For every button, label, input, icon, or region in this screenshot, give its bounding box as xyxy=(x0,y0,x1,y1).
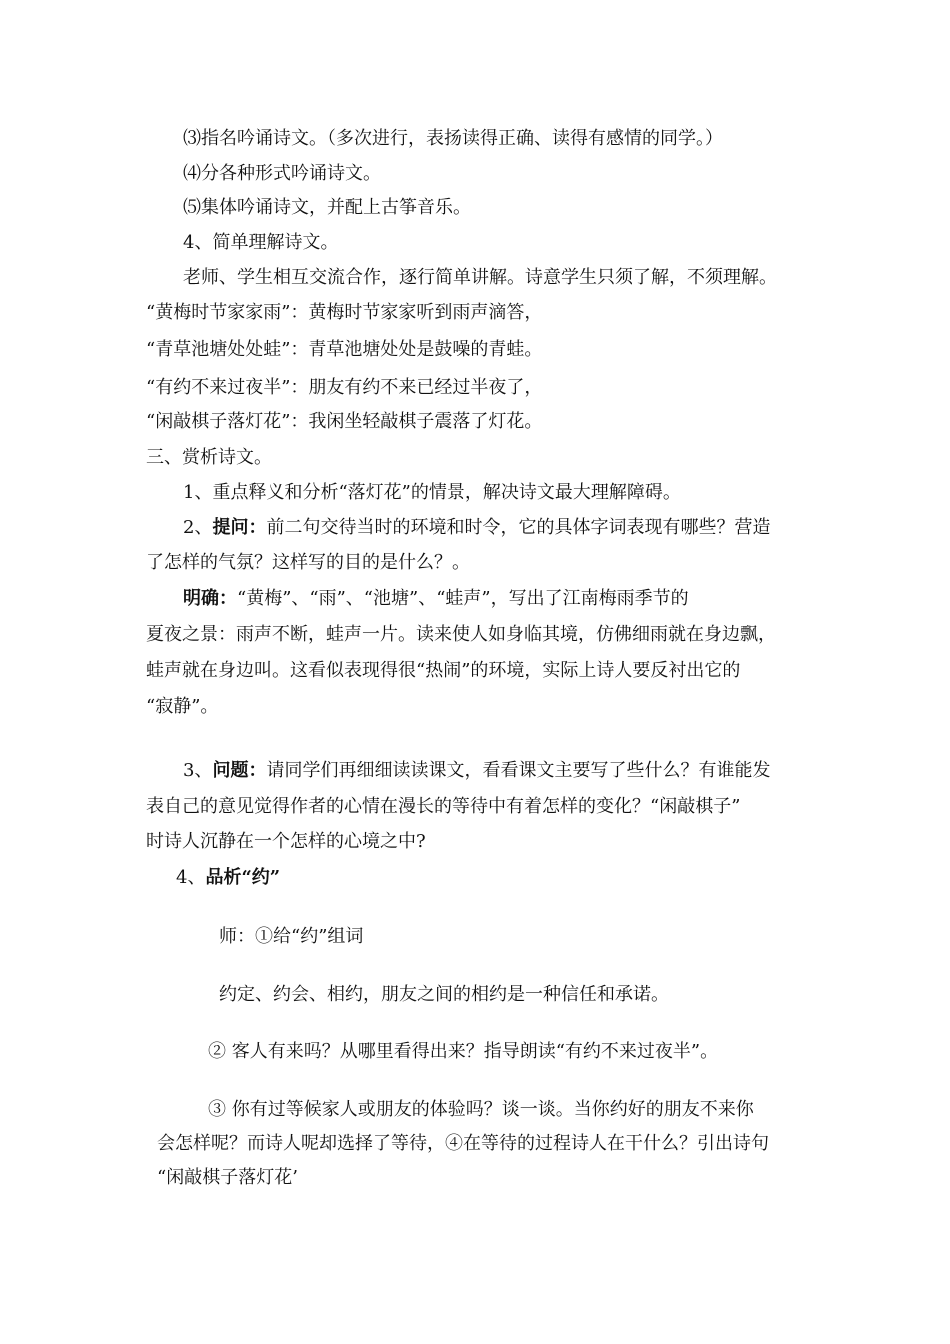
text-line: 2、提问：前二句交待当时的环境和时令，它的具体字词表现有哪些？营造 xyxy=(183,517,771,538)
text-line: ⑷分各种形式吟诵诗文。 xyxy=(183,163,381,184)
text-line: 4、简单理解诗文。 xyxy=(183,232,339,253)
text-line: ⑶指名吟诵诗文。（多次进行，表扬读得正确、读得有感情的同学。） xyxy=(183,128,723,149)
text-line: 师：①给“约”组词 xyxy=(219,926,364,947)
text-line: 会怎样呢？而诗人呢却选择了等待，④在等待的过程诗人在干什么？引出诗句 xyxy=(157,1133,769,1154)
bold-label: 品析“约” xyxy=(205,867,281,888)
text-line: 4、品析“约” xyxy=(176,867,281,888)
text-line: “寂静”。 xyxy=(146,696,219,717)
text-line: 3、问题：请同学们再细细读读课文，看看课文主要写了些什么？有谁能发 xyxy=(183,760,771,781)
bold-label: 明确： xyxy=(183,588,237,609)
text-line: ③ 你有过等候家人或朋友的体验吗？谈一谈。当你约好的朋友不来你 xyxy=(208,1099,754,1120)
text-line: “青草池塘处处蛙”：青草池塘处处是鼓噪的青蛙。 xyxy=(146,339,543,360)
text-line: 蛙声就在身边叫。这看似表现得很“热闹”的环境，实际上诗人要反衬出它的 xyxy=(146,660,741,681)
text-line: 老师、学生相互交流合作，逐行简单讲解。诗意学生只须了解，不须理解。 xyxy=(183,267,777,288)
text-line: 1、重点释义和分析“落灯花”的情景，解决诗文最大理解障碍。 xyxy=(183,482,681,503)
bold-label: 问题： xyxy=(212,760,267,781)
text-line: 约定、约会、相约，朋友之间的相约是一种信任和承诺。 xyxy=(219,984,669,1005)
text-line: 明确：“黄梅”、“雨”、“池塘”、“蛙声”，写出了江南梅雨季节的 xyxy=(183,588,689,609)
text-line: “有约不来过夜半”：朋友有约不来已经过半夜了， xyxy=(146,377,543,398)
text-line: 了怎样的气氛？这样写的目的是什么？。 xyxy=(146,552,470,573)
text-line: ⑸集体吟诵诗文，并配上古筝音乐。 xyxy=(183,197,471,218)
bold-label: 提问： xyxy=(212,517,267,538)
text-line: 表自己的意见觉得作者的心情在漫长的等待中有着怎样的变化？“闲敲棋子” xyxy=(146,796,741,817)
text-line: “黄梅时节家家雨”：黄梅时节家家听到雨声滴答， xyxy=(146,302,543,323)
text-line: ② 客人有来吗？从哪里看得出来？指导朗读“有约不来过夜半”。 xyxy=(208,1041,719,1062)
text-line: “闲敲棋子落灯花”：我闲坐轻敲棋子震落了灯花。 xyxy=(146,411,543,432)
section-heading: 三、赏析诗文。 xyxy=(146,447,272,468)
text-line: 夏夜之景：雨声不断，蛙声一片。读来使人如身临其境，仿佛细雨就在身边飘， xyxy=(146,624,776,645)
text-line: “闲敲棋子落灯花’ xyxy=(157,1167,298,1188)
text-line: 时诗人沉静在一个怎样的心境之中? xyxy=(146,831,426,852)
